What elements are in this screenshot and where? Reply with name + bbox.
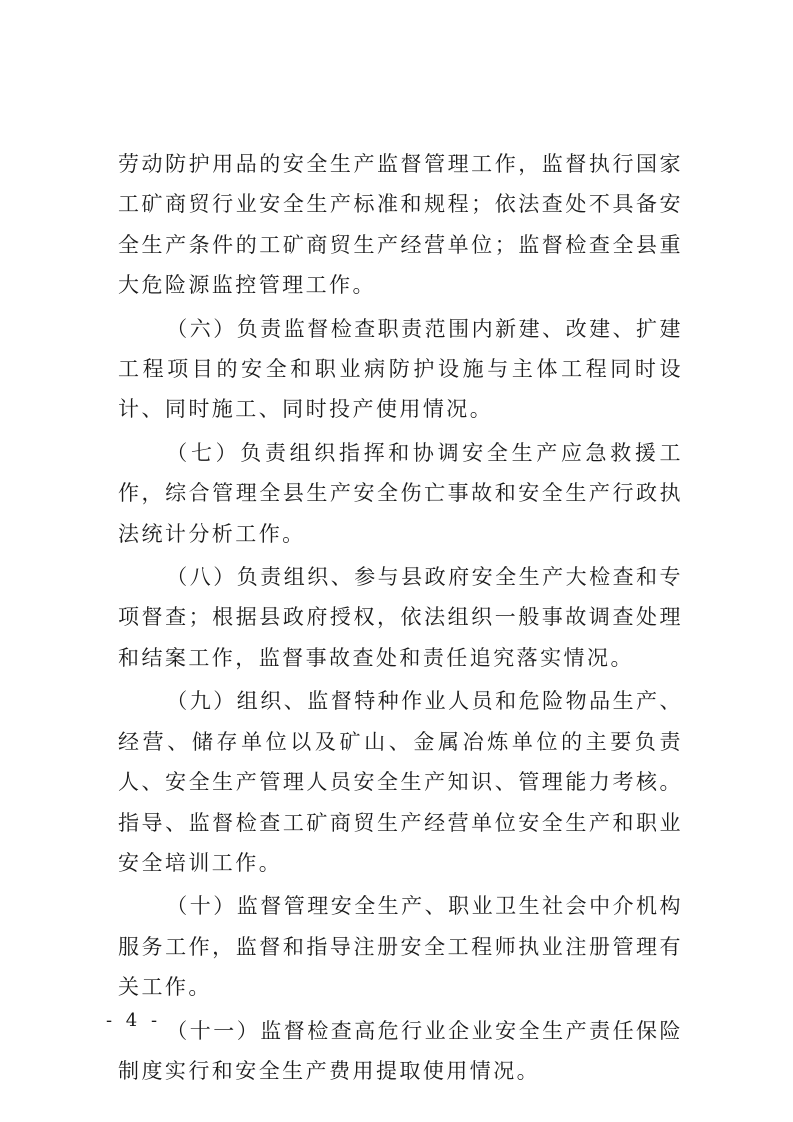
- document-body: [118, 144, 683, 1094]
- paragraph-item-11: （十一）监督检查高危行业企业安全生产责任保险制度实行和安全生产费用提取使用情况。: [118, 1018, 683, 1083]
- paragraph-item-7: （七）负责组织指挥和协调安全生产应急救援工作，综合管理全县生产安全伤亡事故和安全生产行政执法统计分析工作。: [118, 440, 683, 546]
- paragraph-item-6: （六）负责监督检查职责范围内新建、改建、扩建工程项目的安全和职业病防护设施与主体工程同时设计、同时施工、同时投产使用情况。: [118, 316, 683, 422]
- paragraph-item-10: （十）监督管理安全生产、职业卫生社会中介机构服务工作，监督和指导注册安全工程师执业注册管理有关工作。: [118, 894, 683, 1000]
- paragraph-item-8: （八）负责组织、参与县政府安全生产大检查和专项督查；根据县政府授权，依法组织一般事故调查处理和结案工作，监督事故查处和责任追究落实情况。: [118, 565, 683, 670]
- page-number: - 4 -: [106, 1010, 162, 1031]
- paragraph-continued: 劳动防护用品的安全生产监督管理工作，监督执行国家工矿商贸行业安全生产标准和规程；依法查处不具备安全生产条件的工矿商贸生产经营单位；监督检查全县重大危险源监控管理工作。: [118, 152, 683, 298]
- paragraph-item-9: （九）组织、监督特种作业人员和危险物品生产、经营、储存单位以及矿山、金属冶炼单位的主要负责人、安全生产管理人员安全生产知识、管理能力考核。指导、监督检查工矿商贸生产经营单位安全生产和职业安全培训工作。: [118, 689, 683, 875]
